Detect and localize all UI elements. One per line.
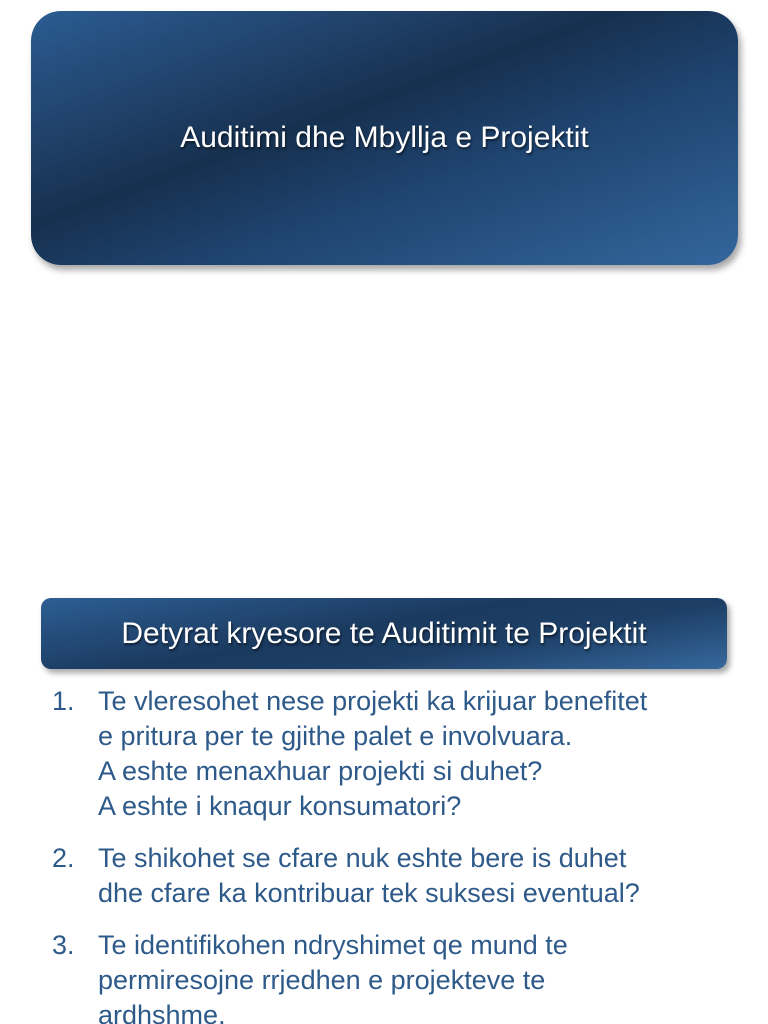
title-banner xyxy=(31,11,738,265)
list-item-text: dhe cfare ka kontribuar tek suksesi eventual? xyxy=(98,878,640,908)
list-item-text: Te vleresohet nese projekti ka krijuar benefitet xyxy=(98,686,648,716)
list-item xyxy=(52,684,752,824)
list-item-number: 3. xyxy=(52,930,75,960)
list-item-text: ardhshme. xyxy=(98,1000,226,1024)
list-item-text: A eshte menaxhuar projekti si duhet? xyxy=(98,756,543,786)
list-item-text: e pritura per te gjithe palet e involvuara. xyxy=(98,721,573,751)
list-item xyxy=(52,928,752,1024)
list-item-text: A eshte i knaqur konsumatori? xyxy=(98,791,462,821)
task-list xyxy=(52,684,752,1024)
page-title: Auditimi dhe Mbyllja e Projektit xyxy=(180,121,589,154)
section-header-banner xyxy=(41,598,727,669)
list-item-text: Te identifikohen ndryshimet qe mund te xyxy=(98,930,568,960)
list-item-text: permiresojne rrjedhen e projekteve te xyxy=(98,965,546,995)
section-heading: Detyrat kryesore te Auditimit te Projektit xyxy=(121,616,647,650)
list-item-number: 2. xyxy=(52,843,75,873)
list-item-text: Te shikohet se cfare nuk eshte bere is duhet xyxy=(98,843,627,873)
list-item-number: 1. xyxy=(52,686,75,716)
list-item xyxy=(52,841,752,911)
